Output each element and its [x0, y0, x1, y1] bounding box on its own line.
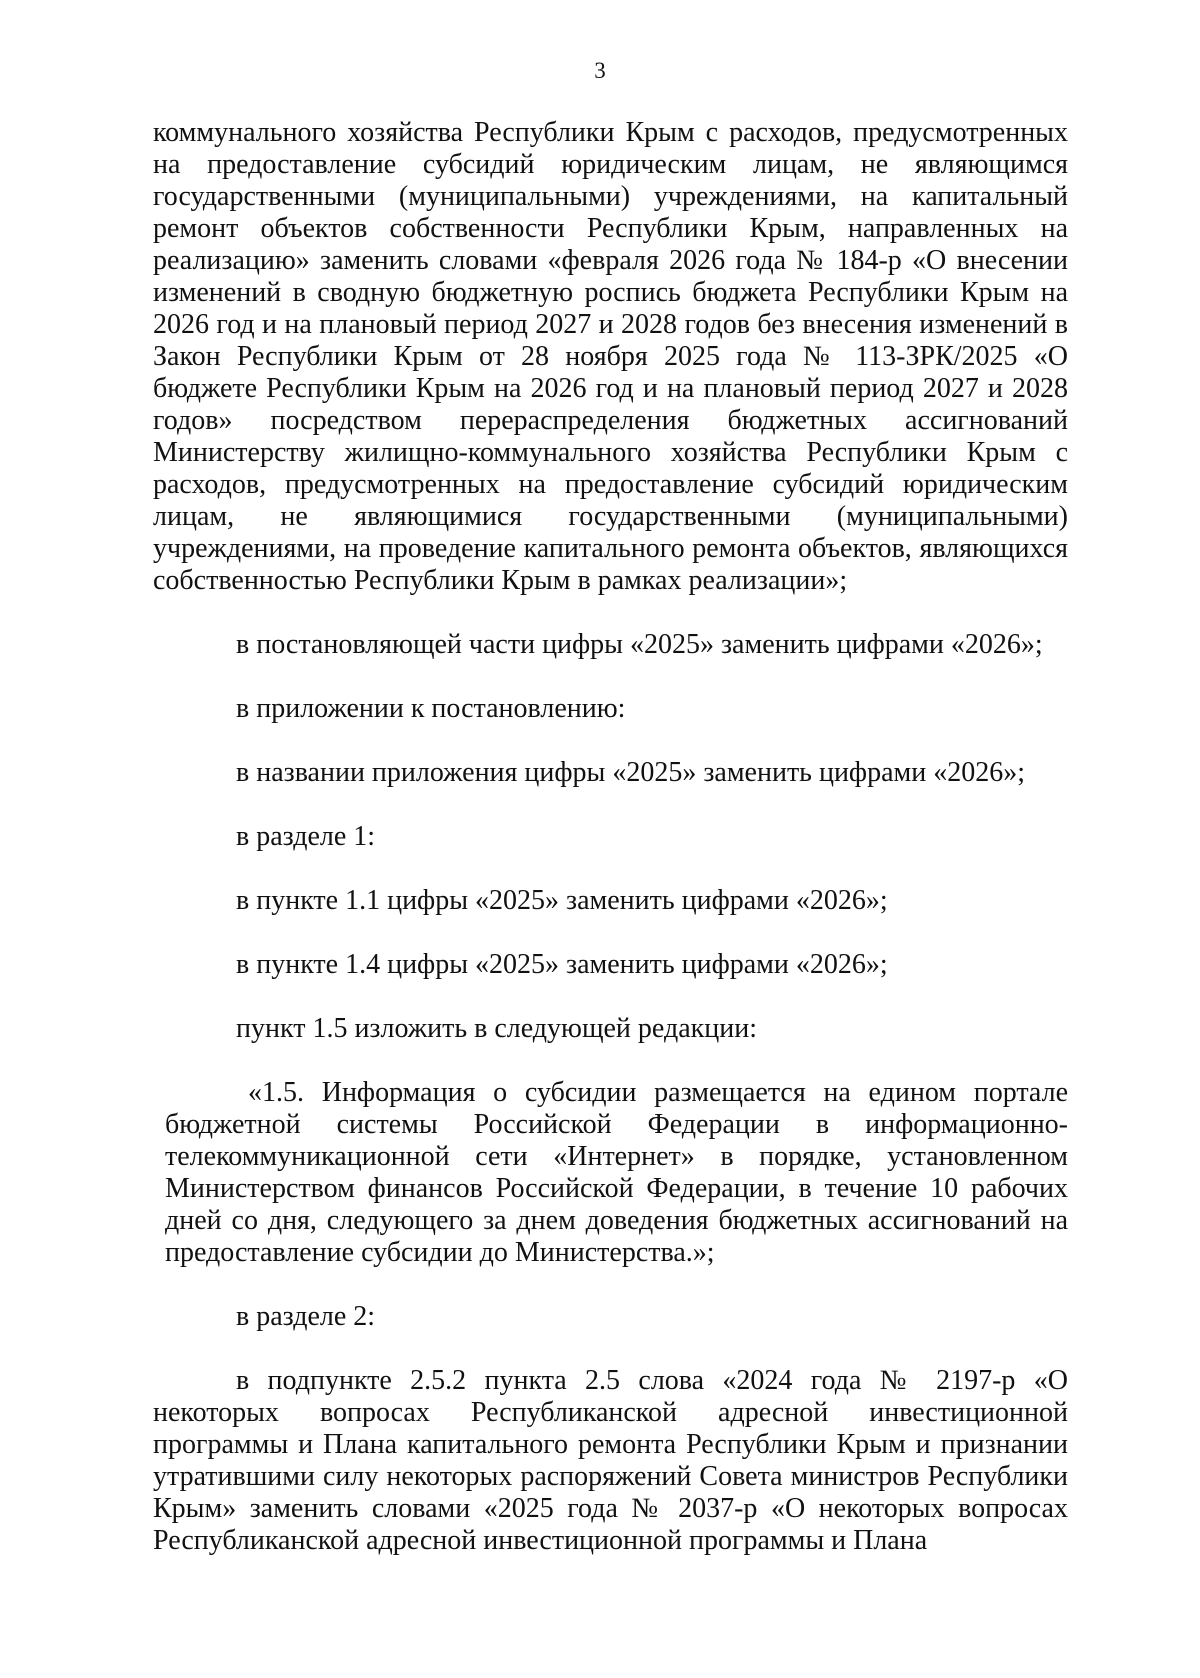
paragraph-continuation: коммунального хозяйства Республики Крым с расходов, предусмотренных на предоставление субсидий юридическим лицам, не являющимся государственными (муниципальными) учреждениями, на капитальный ремонт объектов собственности Республики Крым, направленных на реализацию» заменить словами «февраля 2026 года № 184-р «О внесении изменений в сводную бюджетную роспись бюджета Республики Крым на 2026 год и на плановый период 2027 и 2028 годов без внесения изменений в Закон Республики Крым от 28 ноября 2025 года № 113-ЗРК/2025 «О бюджете Республики Крым на 2026 год и на плановый период 2027 и 2028 годов» посредством перераспределения бюджетных ассигнований Министерству жилищно-коммунального хозяйства Республики Крым с расходов, предусмотренных на предоставление субсидий юридическим лицам, не являющимися государственными (муниципальными) учреждениями, на проведение капитального ремонта объектов, являющихся собственностью Республики Крым в рамках реализации»; [153, 117, 1068, 596]
document-body [153, 117, 1068, 1557]
paragraph-appendix-title: в названии приложения цифры «2025» заменить цифрами «2026»; [236, 757, 1025, 788]
paragraph-subitem-2-5-2: в подпункте 2.5.2 пункта 2.5 слова «2024 года № 2197-р «О некоторых вопросах Республиканской адресной инвестиционной программы и Плана капитального ремонта Республики Крым и признании утратившими силу некоторых распоряжений Совета министров Республики Крым» заменить словами «2025 года № 2037-р «О некоторых вопросах Республиканской адресной инвестиционной программы и Плана [153, 1365, 1068, 1556]
paragraph-section-2: в разделе 2: [236, 1301, 376, 1332]
paragraph-item-1-4: в пункте 1.4 цифры «2025» заменить цифрами «2026»; [236, 949, 888, 980]
page-number: 3 [594, 58, 606, 83]
paragraph-resolution-part: в постановляющей части цифры «2025» заменить цифрами «2026»; [236, 629, 1043, 660]
paragraph-item-1-1: в пункте 1.1 цифры «2025» заменить цифрами «2026»; [236, 885, 888, 916]
paragraph-item-1-5-intro: пункт 1.5 изложить в следующей редакции: [236, 1013, 757, 1044]
paragraph-appendix: в приложении к постановлению: [236, 693, 626, 724]
paragraph-item-1-5-quote: «1.5. Информация о субсидии размещается на едином портале бюджетной системы Российской Федерации в информационно-телекоммуникационной сети «Интернет» в порядке, установленном Министерством финансов Российской Федерации, в течение 10 рабочих дней со дня, следующего за днем доведения бюджетных ассигнований на предоставление субсидии до Министерства.»; [165, 1077, 1068, 1268]
paragraph-section-1: в разделе 1: [236, 821, 376, 852]
